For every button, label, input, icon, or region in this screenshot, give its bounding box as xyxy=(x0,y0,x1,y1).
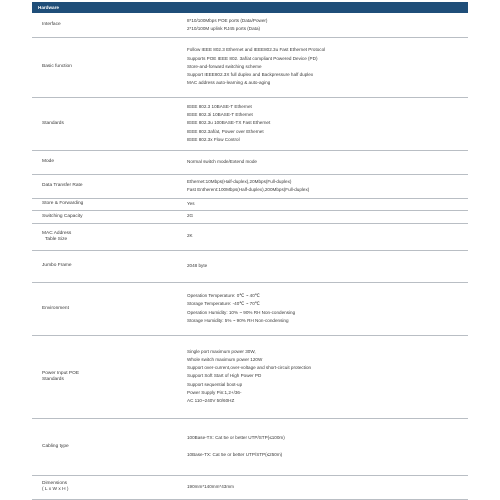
value-line: Ethernet:10Mbps(Half-duplex),20Mbps(Full-duplex) xyxy=(187,178,292,184)
row-label xyxy=(42,37,172,97)
row-value xyxy=(187,174,468,198)
row-label-line: Switching Capacity xyxy=(42,213,83,219)
value-line: Single port maximum power 30W, xyxy=(187,348,256,354)
row-label xyxy=(42,250,172,282)
row-value xyxy=(187,223,468,250)
value-line: Support Soft Start of High Power PD xyxy=(187,373,262,379)
value-line: Support sequential boot-up xyxy=(187,381,243,387)
value-line: 100Base-TX: Cat 5e or better UTP/STP(≤100m) xyxy=(187,435,285,441)
row-value xyxy=(187,198,468,210)
row-label-line: ( L x W x H ) xyxy=(42,487,69,492)
value-line: Store-and-forward switching scheme xyxy=(187,63,262,69)
row-label xyxy=(42,335,172,418)
table-row xyxy=(32,223,468,251)
table-row xyxy=(32,97,468,151)
value-line: 2048 byte xyxy=(187,262,208,268)
row-label-line: Standards xyxy=(42,120,64,126)
value-line: Yes xyxy=(187,200,195,206)
value-line: IEEE 802.3i 10BASE-T Ethernet xyxy=(187,112,253,118)
row-label-line: Power Input POE xyxy=(42,370,80,376)
table-header xyxy=(32,2,468,13)
value-line: MAC address auto-learning & auto-aging xyxy=(187,80,271,86)
row-label xyxy=(42,282,172,335)
row-value xyxy=(187,282,468,335)
value-line: 10Base-TX: Cat 5e or better UTP/STP(≤250m) xyxy=(187,451,283,457)
row-label xyxy=(42,475,172,499)
table-row xyxy=(32,475,468,500)
table-row xyxy=(32,335,468,419)
row-label-line: MAC Address xyxy=(42,230,72,236)
value-line: Storage Temperature: -40℃ ~ 70℃ xyxy=(187,301,260,307)
row-value xyxy=(187,475,468,499)
row-label xyxy=(42,198,172,210)
value-line: Normal switch mode/Extend mode xyxy=(187,158,257,164)
row-label-line: Data Transfer Rate xyxy=(42,183,83,188)
row-label xyxy=(42,223,172,250)
row-value xyxy=(187,335,468,418)
value-line: IEEE 802.3af/at, Power over Ethernet xyxy=(187,128,264,134)
table-header-title: Hardware xyxy=(38,5,59,10)
row-value xyxy=(187,210,468,223)
row-label-line: Interface xyxy=(42,22,61,27)
spec-table xyxy=(32,0,468,500)
table-row xyxy=(32,150,468,175)
value-line: 8*10/100Mbps POE ports (Data/Power) xyxy=(187,17,268,23)
value-line: IEEE 802.3x Flow Control xyxy=(187,136,240,142)
row-label xyxy=(42,150,172,174)
value-spacer xyxy=(187,443,468,451)
table-row xyxy=(32,282,468,336)
row-value xyxy=(187,97,468,150)
value-line: Supports POE IEEE 802. 3af/at compliant Powered Device (PD) xyxy=(187,55,318,61)
table-row xyxy=(32,250,468,283)
value-line: IEEE 802.3u 100BASE-TX Fast Ethernet xyxy=(187,120,271,126)
row-value xyxy=(187,250,468,282)
row-label xyxy=(42,210,172,223)
row-value xyxy=(187,37,468,97)
value-line: Whole switch maximum power 120W xyxy=(187,356,263,362)
value-line: Follow IEEE 802.3 Ethernet and IEEE802.3u Fast Ethernet Protocol xyxy=(187,47,326,53)
row-value xyxy=(187,150,468,174)
value-line: Storage Humidity: 5% ~ 90% RH Non-condensing xyxy=(187,317,289,323)
value-line: Fast Entherent:100Mbps(Half-duplex),200Mbps(Full-duplex) xyxy=(187,187,310,192)
row-label-line: Dimensions xyxy=(42,481,68,486)
value-line: AC 110~240V 50/60HZ xyxy=(187,398,235,403)
row-value xyxy=(187,418,468,475)
value-line: 2G xyxy=(187,213,194,219)
value-line: Support IEEE802.3X full duplex and Backpressure half duplex xyxy=(187,72,314,78)
row-label xyxy=(42,418,172,475)
row-label-line: Jumbo Frame xyxy=(42,263,72,268)
table-row xyxy=(32,37,468,98)
value-line: Operation Temperature: 0℃ ~ 40℃ xyxy=(187,293,260,299)
table-row xyxy=(32,210,468,224)
row-label xyxy=(42,97,172,150)
table-row xyxy=(32,13,468,38)
value-line: Power Supply Pin:1,2+/36- xyxy=(187,389,242,395)
row-label-line: Environment xyxy=(42,305,69,311)
row-label-line: Cabling type xyxy=(42,443,69,449)
row-label-line: Mode xyxy=(42,159,54,164)
row-label-line: Store & Forwarding xyxy=(42,201,84,206)
row-label xyxy=(42,13,172,37)
value-line: IEEE 802.3 10BASE-T Ethernet xyxy=(187,103,252,109)
value-line: 190mm*140mm*43mm xyxy=(187,483,234,489)
row-value xyxy=(187,13,468,37)
table-row xyxy=(32,174,468,199)
value-line: 2*10/100M uplink RJ45 ports (Data) xyxy=(187,26,261,31)
value-line: 2K xyxy=(187,233,193,239)
value-line: Support over-current,over-voltage and short-circuit protection xyxy=(187,365,312,371)
row-label xyxy=(42,174,172,198)
row-label-line: Standards xyxy=(42,376,64,382)
row-label-line: Basic function xyxy=(42,64,72,69)
row-label-line: Table Size xyxy=(45,236,68,242)
table-row xyxy=(32,418,468,476)
value-line: Operation Humidity: 10% ~ 90% RH Non-condensing xyxy=(187,309,296,315)
